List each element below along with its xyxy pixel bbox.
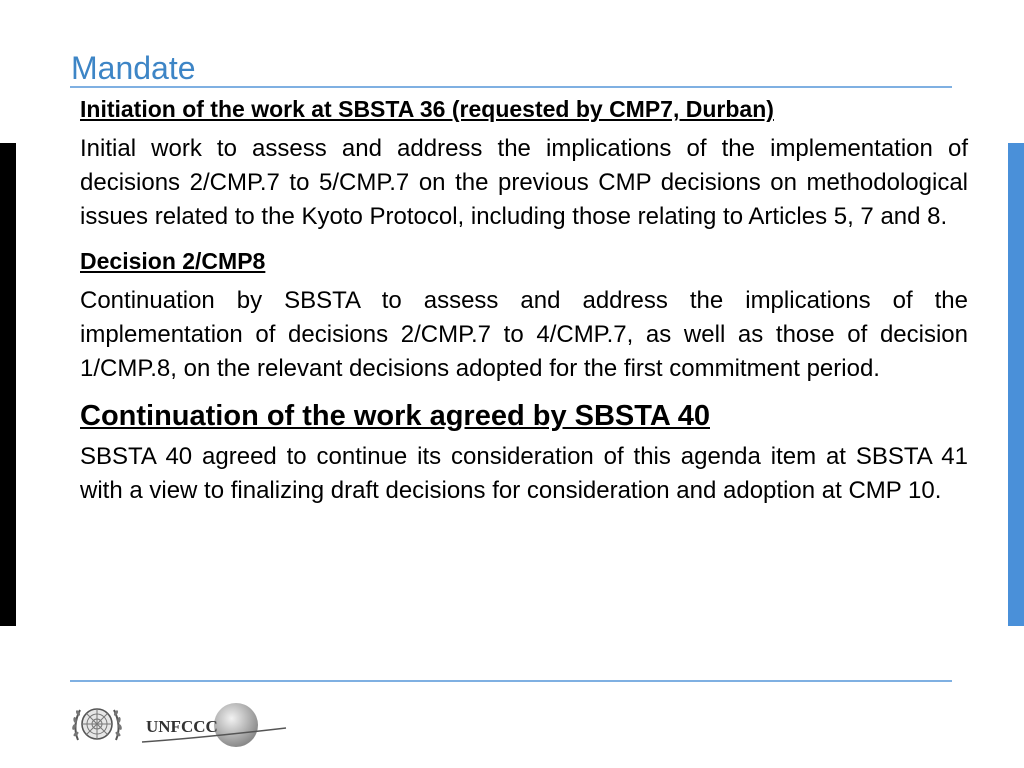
unfccc-logo	[140, 698, 288, 752]
section-heading-decision-2-cmp8: Decision 2/CMP8	[80, 248, 266, 274]
section-body-sbsta36: Initial work to assess and address the implications of the implementation of decisions 2/CMP.7 to 5/CMP.7 on the previous CMP decisions on methodological issues related to the Kyoto Protocol, including those relating to Articles 5, 7 and 8.	[80, 135, 968, 230]
slide-content	[80, 92, 968, 518]
left-accent-bar	[0, 143, 16, 626]
section-body-decision-2-cmp8: Continuation by SBSTA to assess and address the implications of the implementation of decisions 2/CMP.7 to 4/CMP.7, as well as those of decision 1/CMP.8, on the relevant decisions adopted for the first commitment period.	[80, 287, 968, 382]
united-nations-emblem-icon	[68, 700, 126, 748]
bottom-divider	[70, 680, 952, 682]
section-heading-sbsta40: Continuation of the work agreed by SBSTA 40	[80, 400, 710, 432]
unfccc-logo-text: UNFCCC	[146, 717, 218, 736]
slide-title: Mandate	[71, 50, 196, 86]
section-body-sbsta40: SBSTA 40 agreed to continue its consideration of this agenda item at SBSTA 41 with a view to finalizing draft decisions for consideration and adoption at CMP 10.	[80, 443, 968, 504]
section-heading-sbsta36: Initiation of the work at SBSTA 36 (requested by CMP7, Durban)	[80, 96, 774, 122]
right-accent-bar	[1008, 143, 1024, 626]
top-divider	[70, 86, 952, 88]
